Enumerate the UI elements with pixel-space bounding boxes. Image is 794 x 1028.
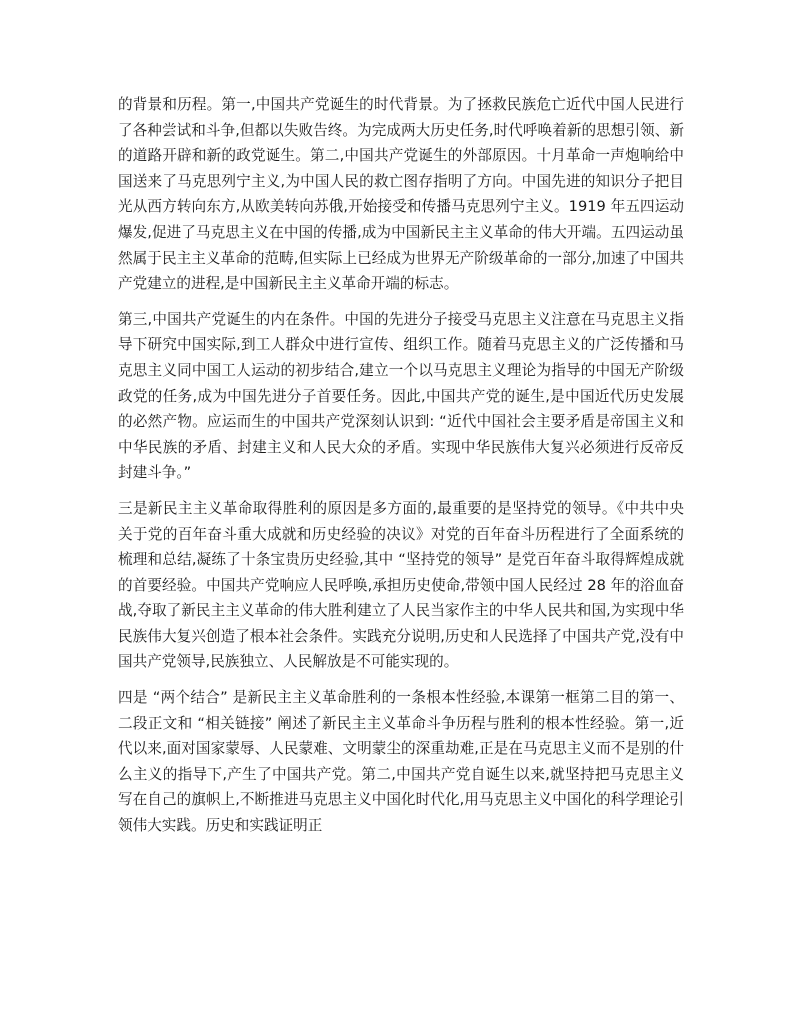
paragraph-1: 的背景和历程。第一,中国共产党诞生的时代背景。为了拯救民族危亡近代中国人民进行了各种尝试和斗争,但都以失败告终。为完成两大历史任务,时代呼唤着新的思想引领、新的道路开辟和新的政党诞生。第二,中国共产党诞生的外部原因。十月革命一声炮响给中国送来了马克思列宁主义,为中国人民的救亡图存指明了方向。中国先进的知识分子把目光从西方转向东方,从欧美转向苏俄,开始接受和传播马克思列宁主义。1919 年五四运动爆发,促进了马克思主义在中国的传播,成为中国新民主主义革命的伟大开端。五四运动虽然属于民主主义革命的范畴,但实际上已经成为世界无产阶级革命的一部分,加速了中国共产党建立的进程,是中国新民主主义革命开端的标志。: [118, 96, 684, 293]
paragraph-4: 四是 “两个结合” 是新民主主义革命胜利的一条根本性经验,本课第一框第二目的第一、二段正文和 “相关链接” 阐述了新民主主义革命斗争历程与胜利的根本性经验。第一,近代以来,面对国家蒙辱、人民蒙难、文明蒙尘的深重劫难,正是在马克思主义而不是别的什么主义的指导下,产生了中国共产党。第二,中国共产党自诞生以来,就坚持把马克思主义写在自己的旗帜上,不断推进马克思主义中国化时代化,用马克思主义中国化的科学理论引领伟大实践。历史和实践证明正: [118, 689, 684, 835]
paragraph-3: 三是新民主主义革命取得胜利的原因是多方面的,最重要的是坚持党的领导。《中共中央关于党的百年奋斗重大成就和历史经验的决议》对党的百年奋斗历程进行了全面系统的梳理和总结,凝练了十条宝贵历史经验,其中 “坚持党的领导” 是党百年奋斗取得辉煌成就的首要经验。中国共产党响应人民呼唤,承担历史使命,带领中国人民经过 28 年的浴血奋战,夺取了新民主主义革命的伟大胜利建立了人民当家作主的中华人民共和国,为实现中华民族伟大复兴创造了根本社会条件。实践充分说明,历史和人民选择了中国共产党,没有中国共产党领导,民族独立、人民解放是不可能实现的。: [118, 499, 685, 671]
paragraph-2: 第三,中国共产党诞生的内在条件。中国的先进分子接受马克思主义注意在马克思主义指导下研究中国实际,到工人群众中进行宣传、组织工作。随着马克思主义的广泛传播和马克思主义同中国工人运动的初步结合,建立一个以马克思主义理论为指导的中国无产阶级政党的任务,成为中国先进分子首要任务。因此,中国共产党的诞生,是中国近代历史发展的必然产物。应运而生的中国共产党深刻认识到: “近代中国社会主要矛盾是帝国主义和中华民族的矛盾、封建主义和人民大众的矛盾。实现中华民族伟大复兴必须进行反帝反封建斗争。”: [118, 310, 684, 482]
document-body: [118, 92, 684, 849]
